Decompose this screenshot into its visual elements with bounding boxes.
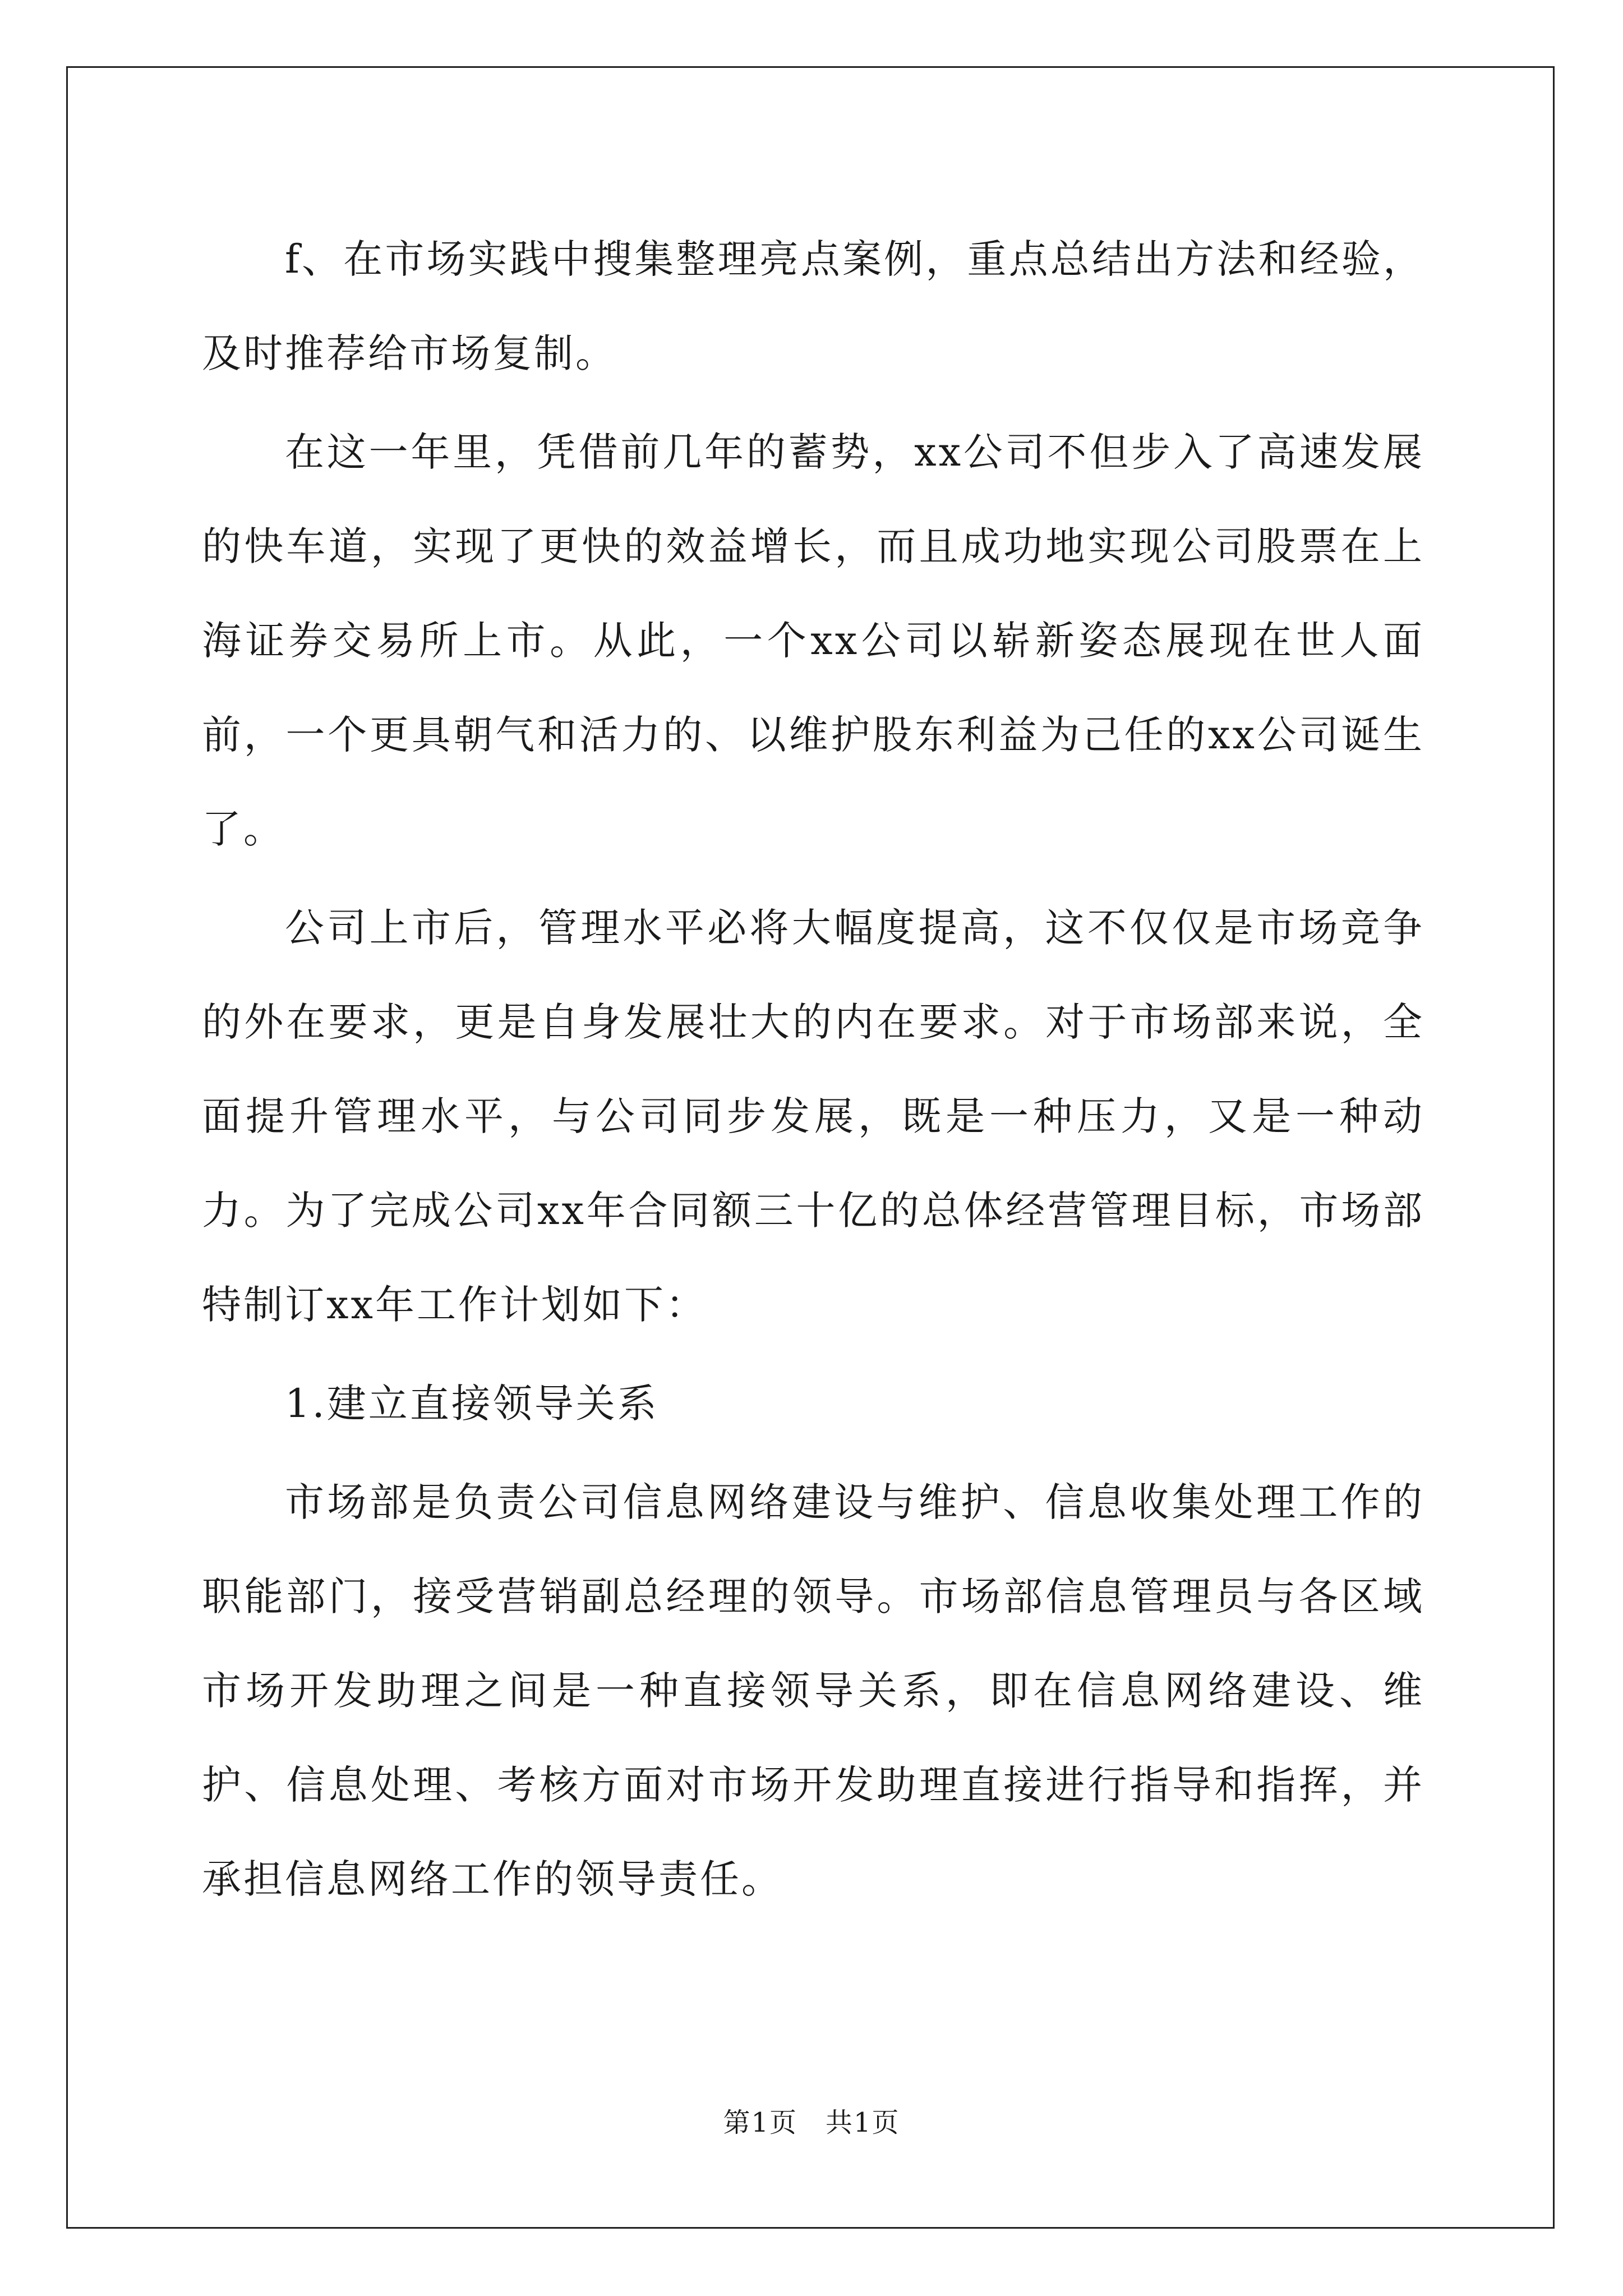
- section-heading-leadership: 1.建立直接领导关系: [285, 1381, 659, 1427]
- paragraph-market-department: 市场部是负责公司信息网络建设与维护、信息收集处理工作的职能部门，接受营销副总经理的领导。市场部信息管理员与各区域市场开发助理之间是一种直接领导关系，即在信息网络建设、维护、信息处理、考核方面对市场开发助理直接进行指导和指挥，并承担信息网络工作的领导责任。: [202, 1479, 1424, 1902]
- paragraph-management-goals: 公司上市后，管理水平必将大幅度提高，这不仅仅是市场竞争的外在要求，更是自身发展壮大的内在要求。对于市场部来说，全面提升管理水平，与公司同步发展，既是一种压力，又是一种动力。为了完成公司xx年合同额三十亿的总体经营管理目标，市场部特制订xx年工作计划如下：: [202, 905, 1424, 1328]
- document-body: [202, 212, 1424, 1926]
- page-footer: 第1页 共1页: [723, 2107, 900, 2138]
- paragraph-company-listing: 在这一年里，凭借前几年的蓄势，xx公司不但步入了高速发展的快车道，实现了更快的效益增长，而且成功地实现公司股票在上海证券交易所上市。从此，一个xx公司以崭新姿态展现在世人面前，一个更具朝气和活力的、以维护股东利益为己任的xx公司诞生了。: [202, 429, 1424, 852]
- paragraph-case-collection: f、在市场实践中搜集整理亮点案例，重点总结出方法和经验，及时推荐给市场复制。: [202, 236, 1424, 376]
